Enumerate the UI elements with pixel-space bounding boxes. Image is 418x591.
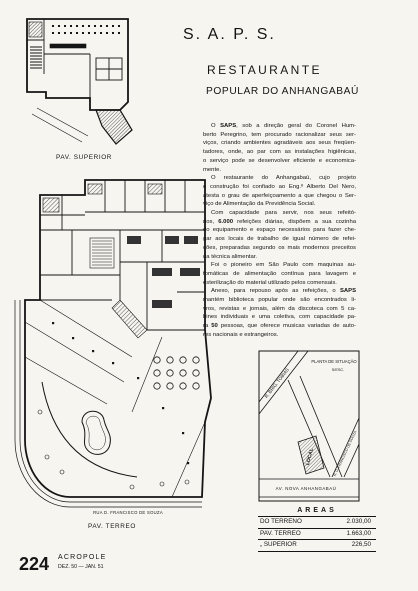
table-row [258,540,376,552]
table-row [258,517,376,529]
article-line [203,226,356,235]
article-line [203,122,356,131]
article-line [203,261,356,270]
article-text: gar aos locais de trabalho de igual número de refei- [203,236,356,243]
article-line [203,287,356,296]
article-text: res nacionais e estrangeiros. [203,331,279,338]
site-plan-scale: S/ESC. [331,368,345,372]
article-text: tadores, onde, ao par com as instalações higiênicas, [203,149,356,156]
article-line [203,157,356,166]
upper-floor-plan [24,14,136,148]
article-text: Anexo, para repouso após as refeições, o [211,288,340,295]
area-value: 226,50 [351,541,371,549]
article-line [203,270,356,279]
article-body [203,122,356,340]
areas-table [258,505,376,552]
areas-title: AREAS [258,505,376,517]
ground-floor-street-label: RUA D. FRANCISCO DE SOUZA [93,510,163,515]
article-line [203,331,356,340]
plan-dining-tables [154,357,199,389]
article-text: da técnica alimentar. [203,253,258,260]
site-plan-title: PLANTA DE SITUAÇÃO [311,359,357,364]
article-line [203,218,356,227]
article-text: , sob a direção geral do Coronel Hum- [236,123,356,129]
site-plan-roads [259,351,359,497]
article-text: bines individuais e uma coletiva, com capacidade pa- [203,314,356,321]
article-text: O [211,123,221,129]
magazine-name: ACROPOLE [58,554,107,561]
article-bold-text: SAPS [220,123,237,129]
site-avenue-label: AV. NOVA ANHANGABAÚ [275,486,337,491]
article-line [203,200,356,209]
garden-pond [82,411,110,454]
article-line [203,244,356,253]
subtitle-location: POPULAR DO ANHANGABAÚ [206,86,359,97]
plan-kitchen-equipment [127,236,200,308]
article-line [203,209,356,218]
area-label: DO TERRENO [260,518,302,525]
plan-outer-walls [25,180,211,497]
plan-dining-partitions [25,300,205,497]
issue-date: DEZ. 50 — JAN. 51 [58,564,104,570]
article-text: ra [203,323,212,330]
page-title: S. A. P. S. [183,26,276,43]
article-text: viços, criando ambientes agradáveis aos seus freqüen- [203,140,356,147]
site-plan-frame [259,351,359,501]
article-line [203,183,356,192]
plan-columns [52,322,189,464]
article-line [203,192,356,201]
upper-floor-label: PAV. SUPERIOR [56,154,112,161]
subtitle-restaurante: RESTAURANTE [207,63,322,77]
article-text: Foi o pioneiro em São Paulo com maquinas au- [211,262,356,269]
article-text: atesta o grau de aperfeiçoamento a que chegou o Ser- [203,192,356,199]
plan-street-edges [15,300,202,507]
site-plan-local-label: LOCAL [304,447,316,466]
article-text: rios, [203,218,219,225]
article-line [203,235,356,244]
article-line [203,139,356,148]
table-row [258,529,376,541]
article-line [203,322,356,331]
article-text: vros, revistas e jornais, além da discoteca com 5 ca- [203,305,356,312]
article-bold-text: 6.000 [218,218,234,225]
plan-street-lines [32,108,88,142]
ground-floor-plan [12,172,217,517]
article-line [203,313,356,322]
article-bold-text: 50 [211,323,218,330]
article-text: e construção foi confiado ao Eng.º Alberto Del Nero, [203,183,356,190]
site-street-brig-tobias: R. BRIG. TOBIAS [263,367,290,399]
site-plan [258,350,360,502]
article-line [203,131,356,140]
area-label: „ SUPERIOR [260,541,297,549]
site-street-francisco-souza: R. D. FRANCISCO DE SOUZA [332,430,358,477]
article-text: o serviço pode se desenvolver eficiente e economica- [203,157,356,164]
article-text: mantém biblioteca popular onde são encontrados li- [203,297,356,304]
article-text: viço de Alimentação da Previdência Social. [203,201,316,208]
article-line [203,253,356,262]
page-number: 224 [19,554,50,574]
article-text: do equipamento e espaço necessários para fazer che- [203,227,356,234]
article-text: berto Peregrino, tem procurado racionalizar seus ser- [203,131,356,138]
article-text: tomáticas de alimentação contínua para lavagem e [203,270,356,277]
article-line [203,174,356,183]
plan-stairs [90,238,114,268]
ground-floor-label: PAV. TERREO [88,523,136,530]
article-bold-text: SAPS [339,288,356,295]
article-text: ções, preparadas segundo os mais modernos preceitos [203,244,356,251]
article-text: refeições diárias, dispõem a sua cozinha [233,218,357,225]
article-line [203,305,356,314]
article-line [203,279,356,288]
plan-seating [52,25,120,34]
area-value: 1.663,00 [346,529,371,537]
garden-plants [38,410,189,489]
area-label: PAV. TERREO [260,529,301,537]
area-value: 2.030,00 [346,518,371,525]
article-text: esterilização do material utilizado pelos comensais. [203,279,337,286]
article-text: mente. [203,166,222,173]
plan-wing [96,110,132,144]
article-line [203,148,356,157]
plan-hatched-areas [43,184,162,338]
article-line [203,166,356,175]
article-text: Com capacidade para servir, nos seus refeitó- [211,210,356,217]
article-line [203,296,356,305]
article-text: O restaurante do Anhangabaú, cujo projeto [211,175,356,182]
article-text: pessoas, que oferece musicas variadas de auto- [217,323,357,330]
